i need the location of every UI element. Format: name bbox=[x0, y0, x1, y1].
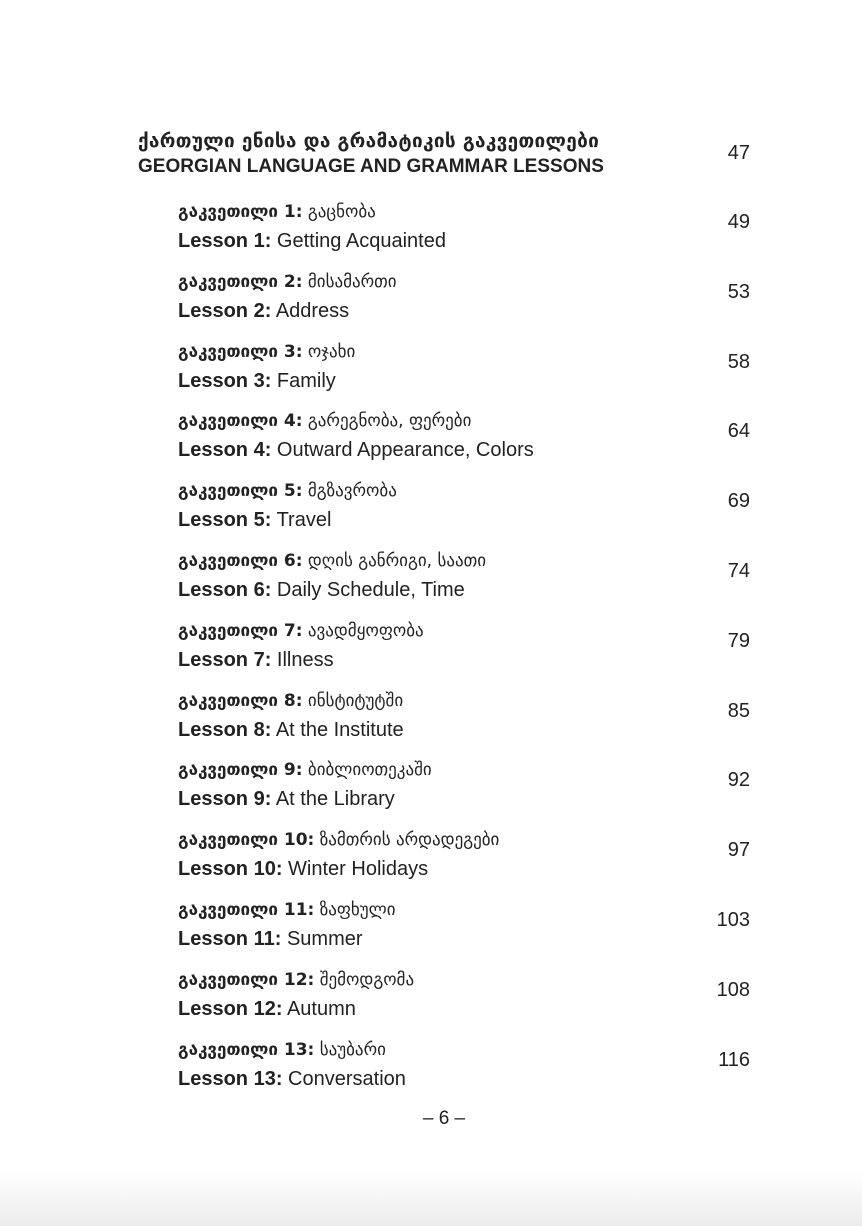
lesson-page-number: 69 bbox=[727, 490, 750, 513]
toc-entry-lesson-8 bbox=[178, 687, 750, 757]
lesson-label-english: Lesson 5: bbox=[178, 509, 272, 532]
lesson-page-number: 85 bbox=[727, 699, 750, 722]
lesson-title-georgian: მგზავრობა bbox=[307, 481, 397, 502]
toc-entry-lesson-1 bbox=[178, 198, 750, 268]
lesson-page-number: 116 bbox=[718, 1048, 750, 1071]
lesson-page-number: 64 bbox=[727, 420, 750, 443]
lesson-label-georgian: გაკვეთილი 8: bbox=[178, 690, 303, 711]
lesson-list bbox=[178, 198, 750, 1105]
lesson-title-georgian: ზამთრის არდადეგები bbox=[319, 830, 500, 851]
lesson-page-number: 108 bbox=[716, 978, 750, 1001]
lesson-label-english: Lesson 13: bbox=[178, 1067, 283, 1090]
lesson-title-english: Daily Schedule, Time bbox=[276, 578, 465, 601]
lesson-title-georgian: გაცნობა bbox=[307, 202, 376, 222]
toc-entry-lesson-2 bbox=[178, 268, 750, 338]
lesson-label-georgian: გაკვეთილი 12: bbox=[178, 969, 315, 990]
lesson-title-english: Autumn bbox=[286, 997, 356, 1020]
scan-edge-shadow bbox=[0, 1170, 862, 1226]
page-footer-number: – 6 – bbox=[422, 1108, 466, 1129]
lesson-label-english: Lesson 1: bbox=[178, 230, 272, 252]
toc-entry-lesson-11 bbox=[178, 896, 750, 966]
lesson-label-english: Lesson 6: bbox=[178, 578, 272, 601]
lesson-label-english: Lesson 9: bbox=[178, 788, 272, 811]
lesson-title-english: At the Library bbox=[275, 788, 395, 811]
lesson-label-english: Lesson 8: bbox=[178, 718, 272, 741]
lesson-label-georgian: გაკვეთილი 3: bbox=[178, 341, 303, 362]
lesson-georgian-line bbox=[178, 966, 750, 994]
lesson-georgian-line bbox=[178, 198, 750, 226]
lesson-title-english: Conversation bbox=[288, 1067, 406, 1090]
lesson-label-english: Lesson 3: bbox=[178, 369, 272, 392]
lesson-label-georgian: გაკვეთილი 13: bbox=[178, 1039, 315, 1060]
lesson-english-line bbox=[178, 435, 750, 465]
toc-entry-lesson-12 bbox=[178, 966, 750, 1036]
lesson-page-number: 92 bbox=[727, 769, 750, 792]
toc-entry-lesson-13 bbox=[178, 1036, 750, 1106]
lesson-title-english: Outward Appearance, Colors bbox=[276, 439, 534, 462]
toc-entry-lesson-3 bbox=[178, 338, 750, 408]
lesson-title-english: Winter Holidays bbox=[288, 858, 429, 881]
lesson-english-line bbox=[178, 366, 750, 396]
lesson-georgian-line bbox=[178, 756, 750, 784]
lesson-title-english: Address bbox=[275, 299, 350, 322]
lesson-georgian-line bbox=[178, 477, 750, 505]
toc-entry-lesson-5 bbox=[178, 477, 750, 547]
lesson-title-georgian: დღის განრიგი, საათი bbox=[307, 550, 487, 571]
lesson-georgian-line bbox=[178, 687, 750, 715]
lesson-title-english: Illness bbox=[276, 648, 334, 671]
lesson-page-number: 79 bbox=[727, 629, 750, 652]
lesson-label-english: Lesson 12: bbox=[178, 997, 283, 1020]
lesson-page-number: 97 bbox=[727, 839, 750, 862]
lesson-label-georgian: გაკვეთილი 5: bbox=[178, 481, 303, 502]
toc-entry-lesson-10 bbox=[178, 826, 750, 896]
lesson-label-english: Lesson 4: bbox=[178, 439, 272, 462]
lesson-label-georgian: გაკვეთილი 6: bbox=[178, 550, 303, 571]
lesson-english-line bbox=[178, 505, 750, 535]
lesson-english-line bbox=[178, 645, 750, 675]
lesson-label-georgian: გაკვეთილი 1: bbox=[178, 202, 303, 222]
lesson-georgian-line bbox=[178, 407, 750, 435]
lesson-label-english: Lesson 7: bbox=[178, 648, 272, 671]
lesson-title-georgian: ავადმყოფობა bbox=[307, 620, 424, 641]
lesson-georgian-line bbox=[178, 1036, 750, 1064]
lesson-georgian-line bbox=[178, 547, 750, 575]
lesson-label-english: Lesson 2: bbox=[178, 299, 272, 322]
lesson-title-georgian: ბიბლიოთეკაში bbox=[307, 760, 432, 781]
lesson-georgian-line bbox=[178, 338, 750, 366]
section-title-georgian: ქართული ენისა და გრამატიკის გაკვეთილები bbox=[138, 130, 600, 152]
lesson-title-georgian: მისამართი bbox=[307, 271, 397, 292]
lesson-english-line bbox=[178, 924, 750, 954]
lesson-english-line bbox=[178, 1064, 750, 1094]
lesson-english-line bbox=[178, 784, 750, 814]
lesson-georgian-line bbox=[178, 617, 750, 645]
lesson-label-english: Lesson 11: bbox=[178, 927, 282, 950]
toc-entry-lesson-9 bbox=[178, 756, 750, 826]
section-page-number: 47 bbox=[727, 142, 750, 164]
lesson-page-number: 58 bbox=[727, 350, 750, 373]
toc-entry-lesson-7 bbox=[178, 617, 750, 687]
lesson-title-english: Getting Acquainted bbox=[276, 230, 446, 252]
lesson-title-georgian: საუბარი bbox=[319, 1039, 386, 1060]
lesson-label-georgian: გაკვეთილი 11: bbox=[178, 899, 315, 920]
lesson-title-georgian: ინსტიტუტში bbox=[307, 690, 404, 711]
lesson-label-georgian: გაკვეთილი 9: bbox=[178, 760, 303, 781]
lesson-title-english: Travel bbox=[276, 509, 332, 532]
lesson-georgian-line bbox=[178, 268, 750, 296]
lesson-english-line bbox=[178, 226, 750, 256]
lesson-title-english: Family bbox=[276, 369, 336, 392]
lesson-georgian-line bbox=[178, 826, 750, 854]
toc-entry-lesson-4 bbox=[178, 407, 750, 477]
lesson-label-english: Lesson 10: bbox=[178, 858, 283, 881]
lesson-title-georgian: გარეგნობა, ფერები bbox=[307, 411, 472, 432]
lesson-georgian-line bbox=[178, 896, 750, 924]
lesson-page-number: 103 bbox=[716, 908, 750, 931]
lesson-label-georgian: გაკვეთილი 7: bbox=[178, 620, 303, 641]
lesson-english-line bbox=[178, 715, 750, 745]
section-title-english: GEORGIAN LANGUAGE AND GRAMMAR LESSONS bbox=[138, 156, 604, 177]
toc-entry-lesson-6 bbox=[178, 547, 750, 617]
lesson-title-english: At the Institute bbox=[275, 718, 404, 741]
lesson-page-number: 53 bbox=[727, 280, 750, 303]
lesson-english-line bbox=[178, 296, 750, 326]
lesson-english-line bbox=[178, 575, 750, 605]
lesson-page-number: 49 bbox=[727, 211, 750, 233]
lesson-english-line bbox=[178, 854, 750, 884]
lesson-page-number: 74 bbox=[727, 559, 750, 582]
lesson-title-georgian: ოჯახი bbox=[307, 341, 356, 362]
lesson-english-line bbox=[178, 994, 750, 1024]
lesson-title-georgian: შემოდგომა bbox=[319, 969, 415, 990]
lesson-label-georgian: გაკვეთილი 4: bbox=[178, 411, 303, 432]
lesson-label-georgian: გაკვეთილი 10: bbox=[178, 830, 315, 851]
lesson-label-georgian: გაკვეთილი 2: bbox=[178, 271, 303, 292]
lesson-title-georgian: ზაფხული bbox=[319, 899, 396, 920]
section-header bbox=[138, 128, 788, 180]
lesson-title-english: Summer bbox=[286, 927, 363, 950]
